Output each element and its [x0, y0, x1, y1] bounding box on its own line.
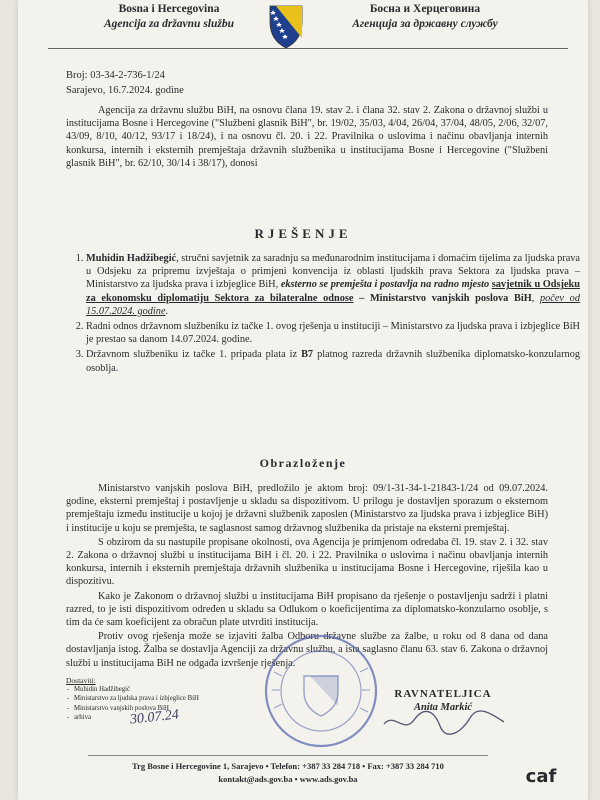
item-1-start-date: počev od 15.07.2024. godine [86, 292, 580, 317]
footer-web-line: kontakt@ads.gov.ba • www.ads.gov.ba [218, 774, 358, 784]
footer-fax: Fax: +387 33 284 710 [367, 761, 444, 771]
reasoning-paragraph-1: Ministarstvo vanjskih poslova BiH, predložilo je aktom broj: 09/1-31-34-1-21843-1/24 od 09.07.2024. godine, eksterni premještaj i postavljenje u skladu sa dispozitivom. U prilogu je dostavljen sporazum o eksternom premještaju između institucije u kojoj je državni službenik zaposlen (Ministarstvo za ljudska prava i izbjeglice BiH) i institucije u koju se premješta, te saglasnost samog državnog službenika da pristaje na eksterni premještaj. [66, 483, 548, 534]
reasoning-paragraph-2: S obzirom da su nastupile propisane okolnosti, ova Agencija je primjenom odredaba čl. 19. stav 2. i 32. stav 2. Zakona o državnoj službi u institucijama BiH i čl. 20. i 22. Pravilnika o uslovima i načinu obavljanja internih konkursa, internih i eksternih premještaja državnih službenika u institucijama Bosne i Hercegovine, riješila kao u dispozitivu. [66, 536, 548, 588]
distribution-heading: Dostaviti: [66, 676, 96, 685]
decision-item-3 [86, 348, 580, 374]
reference-number: Broj: 03-34-2-736-1/24 [66, 70, 165, 81]
decision-title: RJEŠENJE [254, 226, 352, 241]
reference-place-date: Sarajevo, 16.7.2024. godine [66, 85, 184, 96]
distribution-recipient: - Ministarstvo za ljudska prava i izbjeglice BiH [66, 694, 199, 703]
item-1-ministry: – Ministarstvo vanjskih poslova BiH [353, 292, 532, 304]
decision-items [52, 252, 580, 377]
signatory-name: Anita Markić [413, 702, 473, 713]
reference-block [66, 68, 184, 98]
footer [88, 760, 488, 786]
footer-address: Trg Bosne i Hercegovine 1, Sarajevo [132, 761, 264, 771]
official-stamp-icon [262, 632, 380, 750]
coat-of-arms-icon [262, 2, 310, 50]
header-right-country: Босна и Херцеговина [369, 3, 481, 15]
header-divider [48, 48, 568, 49]
signature-icon [374, 706, 514, 736]
handwritten-date: 30.07.24 [129, 707, 180, 728]
item-1-new-position: savjetnik u Odsjeku za ekonomsku diplomatiju Sektora za bilateralne odnose [86, 279, 580, 304]
header-right-agency: Агенција за државну службу [352, 18, 498, 30]
document-page [18, 0, 588, 800]
distribution-recipient: - Muhidin Hadžibegić [66, 685, 199, 694]
svg-text:caf: caf [525, 766, 557, 787]
reasoning-paragraph-4: Protiv ovog rješenja može se izjaviti žalba Odboru državne službe za žalbe, u roku od 8 dana od dana dostavljanja istog. Žalba se dostavlja Agenciji za državnu službu, a ista saglasno članu 63. stav 6. Zakona o državnoj službi u institucijama BiH ne odgađa izvršenje rješenja. [66, 631, 548, 669]
item-1-text-a: , stručni savjetnik za saradnju sa međunarodnim institucijama i domaćim tijelima za ljudska prava u Odsjeku za pripremu izvještaja o primjeni konvencija iz oblasti ljudskih prava Sektora za ljudska prava – Ministarstvo za ljudska prava i izbjeglice BiH, [86, 253, 580, 291]
item-3-text-c: platnog razreda državnih službenika diplomatsko-konzularnog osoblja. [86, 349, 580, 374]
decision-item-2: 2. Radni odnos državnom službeniku iz tačke 1. ovog rješenja u instituciji – Ministarstvo za ljudska prava i izbjeglice BiH je prestao sa danom 14.07.2024. godine. [86, 320, 580, 346]
decision-item-1 [86, 252, 580, 318]
header-left [54, 2, 284, 32]
header-right [310, 2, 540, 32]
item-1-text-b: eksterno se premješta i postavlja na radno mjesto [280, 279, 492, 291]
distribution-recipient: - arhiva [66, 713, 199, 722]
reasoning-paragraph-3: Kako je Zakonom o državnoj službi u institucijama BiH propisano da rješenje o postavljenju sadrži i platni razred, to je isti dispozitivom određen u skladu sa Odlukom o koeficijentima za diplomatsko-konzularno osoblje, s tim da će sam koeficijent za obračun plate utvrditi institucija. [66, 590, 548, 629]
distribution-recipient: - Ministarstvo vanjskih poslova BiH [66, 704, 199, 713]
employee-name: Muhidin Hadžibegić [86, 253, 177, 264]
intro-paragraph: Agencija za državnu službu BiH, na osnovu člana 19. stav 2. i člana 32. stav 2. Zakona o državnoj službi u institucijama Bosne i Hercegovine ("Službeni glasnik BiH", br. 19/02, 35/03, 4/04, 26/04, 37/04, 48/05, 2/06, 32/07, 43/09, 8/10, 40/12, 93/17 i 18/24), i na osnovu čl. 20. i 22. Pravilnika o uslovima i načinu obavljanja internih konkursa, internih i eksternih premještaja državnih službenika u institucijama Bosne i Hercegovine ("Službeni glasnik BiH", br. 62/10, 30/14 i 38/17), donosi [66, 105, 548, 169]
item-1-sep: , [531, 292, 540, 304]
footer-contact-line: Trg Bosne i Hercegovine 1, Sarajevo • Telefon: +387 33 284 718 • Fax: +387 33 284 710 [132, 761, 444, 771]
footer-divider [88, 755, 488, 756]
caf-logo-icon [514, 762, 568, 792]
salary-grade: B7 [301, 349, 314, 361]
signatory-title: RAVNATELJICA [394, 688, 492, 700]
reasoning-title: Obrazloženje [259, 456, 347, 470]
header-left-country: Bosna i Hercegovina [118, 3, 220, 15]
item-1-end: . [165, 305, 169, 317]
footer-phone: Telefon: +387 33 284 718 [270, 761, 361, 771]
header-left-agency: Agencija za državnu službu [103, 18, 235, 30]
item-3-text-a: Državnom službeniku iz tačke 1. pripada plata iz [86, 349, 302, 361]
